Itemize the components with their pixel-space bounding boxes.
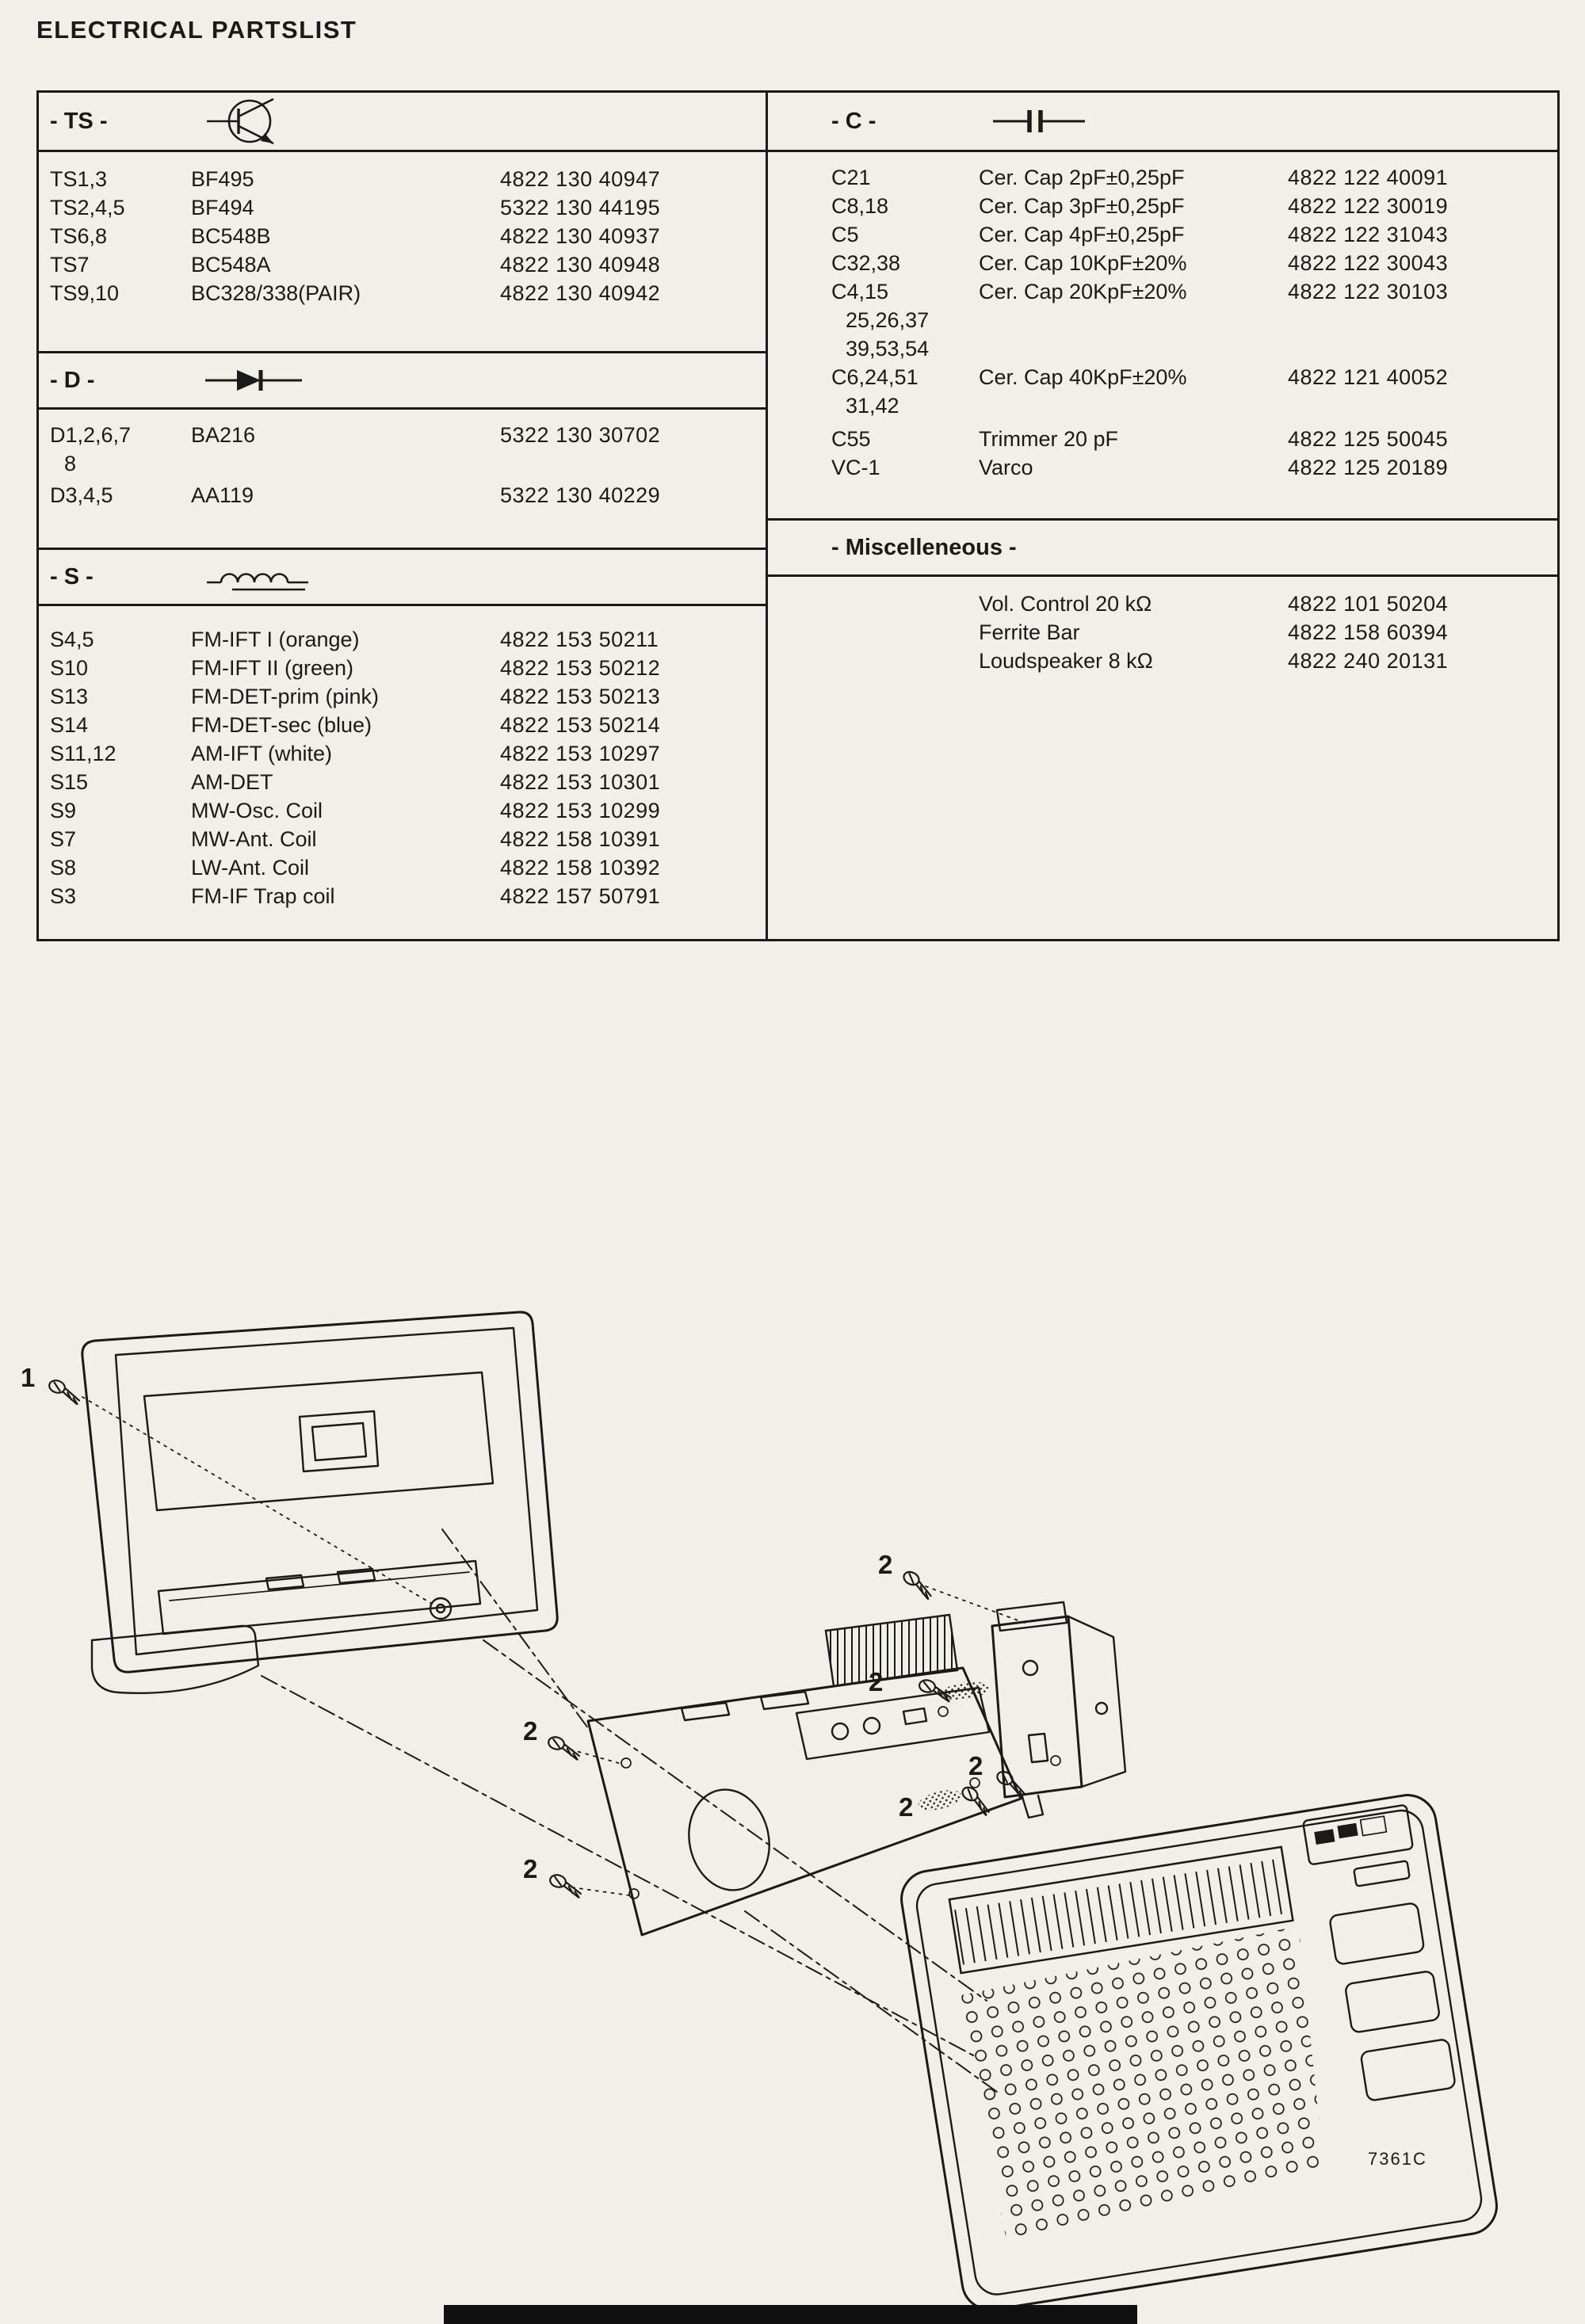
screw-2-icon: [899, 1570, 937, 1600]
part-row: [39, 421, 766, 478]
part-number: 4822 130 40947: [500, 167, 661, 191]
spring-texture: [916, 1787, 964, 1815]
part-number: 4822 153 50214: [500, 713, 661, 737]
part-description: FM-IFT II (green): [191, 656, 354, 680]
part-ref: C5: [831, 223, 859, 246]
part-number: 4822 153 50212: [500, 656, 661, 680]
part-number: 4822 153 10301: [500, 770, 661, 794]
part-description: FM-IF Trap coil: [191, 884, 335, 908]
screw-2-icon: [548, 1873, 584, 1898]
part-row: [39, 739, 766, 768]
part-ref: S7: [50, 827, 77, 851]
part-description: Cer. Cap 2pF±0,25pF: [979, 166, 1185, 189]
part-ref: VC-1: [831, 456, 880, 479]
part-ref: TS1,3: [50, 167, 108, 191]
back-cover-panel: [82, 1312, 557, 1693]
section-label-d: - D -: [50, 367, 95, 393]
section-label-c: - C -: [831, 108, 877, 134]
part-number: 4822 122 30103: [1288, 280, 1449, 303]
part-row: [39, 193, 766, 222]
if-can: [832, 1723, 848, 1739]
part-row: [768, 590, 1557, 618]
part-number: 4822 121 40052: [1288, 365, 1449, 389]
part-description: FM-IFT I (orange): [191, 628, 360, 651]
part-description: Trimmer 20 pF: [979, 427, 1119, 451]
part-ref: S3: [50, 884, 77, 908]
part-description: AM-IFT (white): [191, 742, 333, 765]
part-ref: S8: [50, 856, 77, 880]
section-header-c: [768, 93, 1557, 152]
parts-table-right-column: [768, 93, 1557, 939]
callout-2-label: 2: [523, 1854, 538, 1883]
part-number: 4822 130 40937: [500, 224, 661, 248]
callout-2-label: 2: [523, 1716, 538, 1746]
callout-2-label: 2: [878, 1550, 893, 1579]
if-can: [864, 1718, 880, 1734]
part-number: 4822 157 50791: [500, 884, 661, 908]
part-number: 4822 122 30043: [1288, 251, 1449, 275]
part-row: [39, 625, 766, 654]
transistor-icon: [205, 95, 294, 147]
part-description: BF494: [191, 196, 254, 219]
front-cabinet: [897, 1791, 1500, 2314]
inductor-coil-icon: [205, 562, 310, 592]
part-row: [39, 165, 766, 193]
pushbutton: [1345, 1971, 1440, 2033]
figure-code: 7361C: [1368, 2149, 1427, 2169]
callout-2-label: 2: [968, 1751, 983, 1780]
pushbutton: [1329, 1902, 1424, 1965]
part-number: 4822 130 40948: [500, 253, 661, 277]
part-row: [39, 279, 766, 307]
callout-1-label: 1: [21, 1363, 36, 1392]
parts-table: [36, 90, 1560, 941]
part-ref: C6,24,51 31,42: [831, 365, 919, 418]
callout-2-label: 2: [869, 1667, 884, 1696]
part-ref: S11,12: [50, 742, 116, 765]
part-ref: D3,4,5: [50, 483, 113, 507]
part-description: MW-Ant. Coil: [191, 827, 317, 851]
part-description: Cer. Cap 4pF±0,25pF: [979, 223, 1185, 246]
screw-1-icon: [46, 1379, 82, 1404]
part-description: Vol. Control 20 kΩ: [979, 592, 1152, 616]
speaker-grille: [954, 1926, 1340, 2242]
part-ref: [831, 647, 979, 675]
part-row: [768, 425, 1557, 453]
part-number: 4822 130 40942: [500, 281, 661, 305]
part-ref: S13: [50, 685, 89, 708]
part-row: [39, 825, 766, 853]
part-description: Ferrite Bar: [979, 620, 1080, 644]
part-description: Varco: [979, 456, 1033, 479]
part-number: 4822 122 31043: [1288, 223, 1449, 246]
parts-table-left-column: [39, 93, 768, 939]
part-ref: TS2,4,5: [50, 196, 125, 219]
part-row: [768, 163, 1557, 192]
part-ref: S10: [50, 656, 89, 680]
part-ref: C8,18: [831, 194, 889, 218]
part-ref: S14: [50, 713, 89, 737]
misc-rows: [768, 577, 1557, 939]
part-number: 5322 130 40229: [500, 483, 661, 507]
part-ref: S4,5: [50, 628, 94, 651]
part-description: Cer. Cap 3pF±0,25pF: [979, 194, 1185, 218]
part-number: 4822 153 10299: [500, 799, 661, 822]
ts-rows: [39, 152, 766, 351]
part-number: 4822 240 20131: [1288, 649, 1449, 673]
part-number: 4822 122 30019: [1288, 194, 1449, 218]
part-row: [768, 192, 1557, 220]
part-row: [768, 618, 1557, 647]
part-description: BA216: [191, 423, 256, 447]
d-rows: [39, 410, 766, 548]
page-title: ELECTRICAL PARTSLIST: [36, 16, 357, 44]
part-row: [39, 853, 766, 882]
part-ref: TS6,8: [50, 224, 108, 248]
part-description: AM-DET: [191, 770, 273, 794]
part-number: 4822 101 50204: [1288, 592, 1449, 616]
part-number: 5322 130 44195: [500, 196, 661, 219]
section-label-s: - S -: [50, 563, 94, 590]
section-header-d: [39, 351, 766, 410]
c-rows: [768, 152, 1557, 518]
part-row: [39, 682, 766, 711]
part-description: Loudspeaker 8 kΩ: [979, 649, 1153, 673]
s-rows: [39, 606, 766, 939]
screw-2-icon: [993, 1769, 1030, 1798]
back-cover-recess: [144, 1372, 493, 1510]
part-row: [768, 363, 1557, 420]
part-number: 4822 125 50045: [1288, 427, 1449, 451]
speaker-cutout: [680, 1782, 778, 1898]
part-ref: D1,2,6,7 8: [50, 423, 132, 475]
part-description: LW-Ant. Coil: [191, 856, 310, 880]
part-row: [39, 250, 766, 279]
part-description: Cer. Cap 10KpF±20%: [979, 251, 1187, 275]
part-row: [768, 277, 1557, 363]
part-number: 5322 130 30702: [500, 423, 661, 447]
part-number: 4822 158 60394: [1288, 620, 1449, 644]
part-row: [768, 220, 1557, 249]
part-number: 4822 158 10392: [500, 856, 661, 880]
part-description: AA119: [191, 483, 254, 507]
bottom-tray: [92, 1626, 258, 1693]
tuning-thumbwheel: [1354, 1860, 1410, 1886]
section-header-ts: [39, 93, 766, 152]
part-ref: S15: [50, 770, 89, 794]
pushbutton: [1361, 2039, 1456, 2101]
part-ref: C55: [831, 427, 871, 451]
part-number: 4822 125 20189: [1288, 456, 1449, 479]
part-row: [39, 768, 766, 796]
part-row: [768, 249, 1557, 277]
part-ref: TS9,10: [50, 281, 120, 305]
part-row: [39, 481, 766, 509]
section-header-misc: [768, 518, 1557, 577]
handle-outer: [300, 1411, 378, 1471]
part-row: [768, 647, 1557, 675]
part-ref: C21: [831, 166, 871, 189]
part-row: [768, 453, 1557, 482]
part-number: 4822 122 40091: [1288, 166, 1449, 189]
part-number: 4822 158 10391: [500, 827, 661, 851]
part-description: FM-DET-sec (blue): [191, 713, 372, 737]
section-header-s: [39, 548, 766, 606]
part-ref: S9: [50, 799, 77, 822]
part-description: MW-Osc. Coil: [191, 799, 323, 822]
part-ref: C32,38: [831, 251, 901, 275]
section-label-ts: - TS -: [50, 108, 108, 134]
part-ref: TS7: [50, 253, 90, 277]
part-ref: [831, 618, 979, 647]
part-ref: C4,15 25,26,37 39,53,54: [831, 280, 930, 361]
part-description: Cer. Cap 40KpF±20%: [979, 365, 1187, 389]
part-number: 4822 153 50213: [500, 685, 661, 708]
part-description: BC328/338(PAIR): [191, 281, 361, 305]
scan-artifact: [444, 2305, 1137, 2324]
part-ref: [831, 590, 979, 618]
handle-inner: [312, 1423, 366, 1460]
screw-2-icon: [546, 1735, 582, 1760]
part-description: BF495: [191, 167, 254, 191]
diode-icon: [205, 368, 304, 393]
part-row: [39, 882, 766, 910]
part-number: 4822 153 50211: [500, 628, 659, 651]
part-row: [39, 654, 766, 682]
capacitor-icon: [993, 107, 1087, 135]
part-description: Cer. Cap 20KpF±20%: [979, 280, 1187, 303]
exploded-view-diagram: [0, 1268, 1585, 2314]
part-row: [39, 711, 766, 739]
part-description: BC548A: [191, 253, 271, 277]
tuning-capacitor: [826, 1615, 957, 1686]
part-description: BC548B: [191, 224, 271, 248]
part-description: FM-DET-prim (pink): [191, 685, 379, 708]
part-row: [39, 222, 766, 250]
part-row: [39, 796, 766, 825]
callout-2-label: 2: [899, 1792, 914, 1822]
section-label-misc: - Miscelleneous -: [831, 534, 1017, 560]
part-number: 4822 153 10297: [500, 742, 661, 765]
